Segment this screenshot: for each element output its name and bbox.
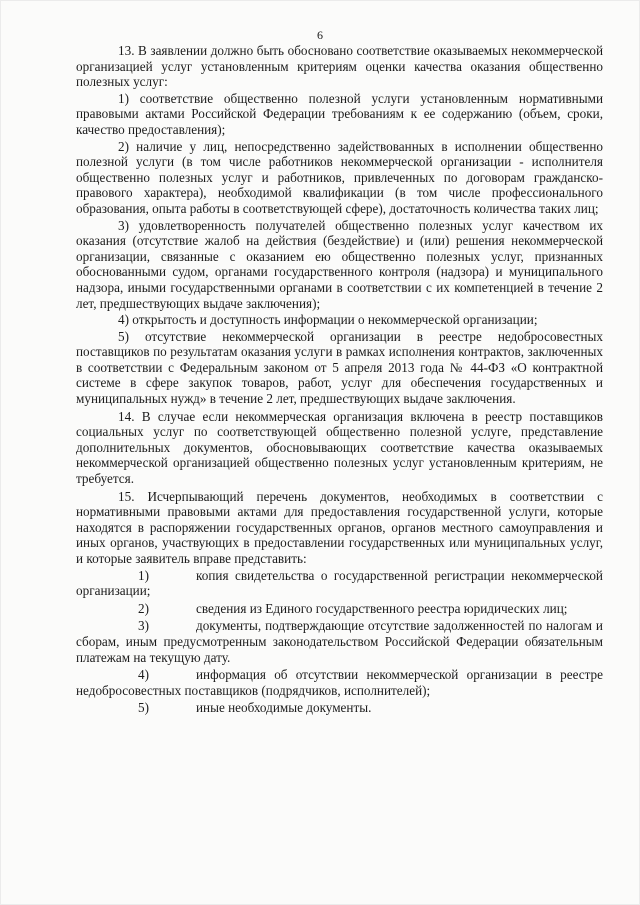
list-item-text: информация об отсутствии некоммерческой организации в реестре недобросовестных поставщиков (подрядчиков, исполнителей); [76,667,603,698]
list-item-text: иные необходимые документы. [196,700,372,716]
document-body [76,43,603,717]
paragraph-15-item-3 [76,618,603,665]
paragraph-13-item-2: 2) наличие у лиц, непосредственно задействованных в исполнении общественно полезной услуги (в том числе работников некоммерческой организации - исполнителя общественно полезных услуг и работников, привлеченных по договорам гражданско-правового характера), необходимой квалификации (в том числе профессионального образования, опыта работы в соответствующей сфере), достаточность количества таких лиц; [76,138,603,216]
list-item-text: документы, подтверждающие отсутствие задолженностей по налогам и сборам, иным предусмотренным законодательством Российской Федерации обязательным платежам на текущую дату. [76,618,603,665]
page-number: 6 [317,28,323,42]
list-number: 4) [138,667,149,683]
paragraph-13-intro: 13. В заявлении должно быть обосновано соответствие оказываемых некоммерческой организацией услуг установленным критериям оценки качества оказания общественно полезных услуг: [76,43,603,90]
paragraph-14: 14. В случае если некоммерческая организация включена в реестр поставщиков социальных услуг по соответствующей общественно полезной услуге, представление дополнительных документов, обосновывающих соответствие качества оказываемых некоммерческой организацией общественно полезных услуг установленным критериям, не требуется. [76,408,603,487]
list-item-text: сведения из Единого государственного реестра юридических лиц; [196,600,568,616]
paragraph-13-item-4: 4) открытость и доступность информации о некоммерческой организации; [118,312,538,328]
paragraph-13-item-3: 3) удовлетворенность получателей общественно полезных услуг качеством их оказания (отсутствие жалоб на действия (бездействие) и (или) решения некоммерческой организации, связанные с оказанием ею общественно полезных услуг, признанных обоснованными судом, органами государственного контроля (надзора) и муниципального надзора, иными государственными органами в соответствии с их компетенцией в течение 2 лет, предшествующих выдаче заключения); [76,217,603,311]
list-number: 1) [138,567,149,583]
list-item-text: копия свидетельства о государственной регистрации некоммерческой организации; [76,567,603,599]
paragraph-15-item-2 [76,601,603,617]
paragraph-15-item-5 [76,700,603,716]
paragraph-15-intro: 15. Исчерпывающий перечень документов, необходимых в соответствии с нормативными правовыми актами для предоставления государственной услуги, которые находятся в распоряжении государственных органов, органов местного самоуправления и иных органов, участвующих в предоставлении государственных или муниципальных услуг, и которые заявитель вправе представить: [76,488,603,566]
list-number: 2) [138,600,149,616]
list-number: 5) [138,700,149,716]
list-number: 3) [138,618,149,634]
paragraph-15-item-4 [76,667,603,698]
paragraph-15-item-1 [76,568,603,599]
paragraph-13-item-5: 5) отсутствие некоммерческой организации в реестре недобросовестных поставщиков по результатам оказания услуги в рамках исполнения контрактов, заключенных в соответствии с Федеральным законом от 5 апреля 2013 года № 44-ФЗ «О контрактной системе в сфере закупок товаров, работ, услуг для обеспечения государственных и муниципальных нужд» в течение 2 лет, предшествующих выдаче заключения. [76,328,603,407]
paragraph-13-item-1: 1) соответствие общественно полезной услуги установленным нормативными правовыми актами Российской Федерации требованиям к ее содержанию (объем, сроки, качество предоставления); [76,90,603,137]
